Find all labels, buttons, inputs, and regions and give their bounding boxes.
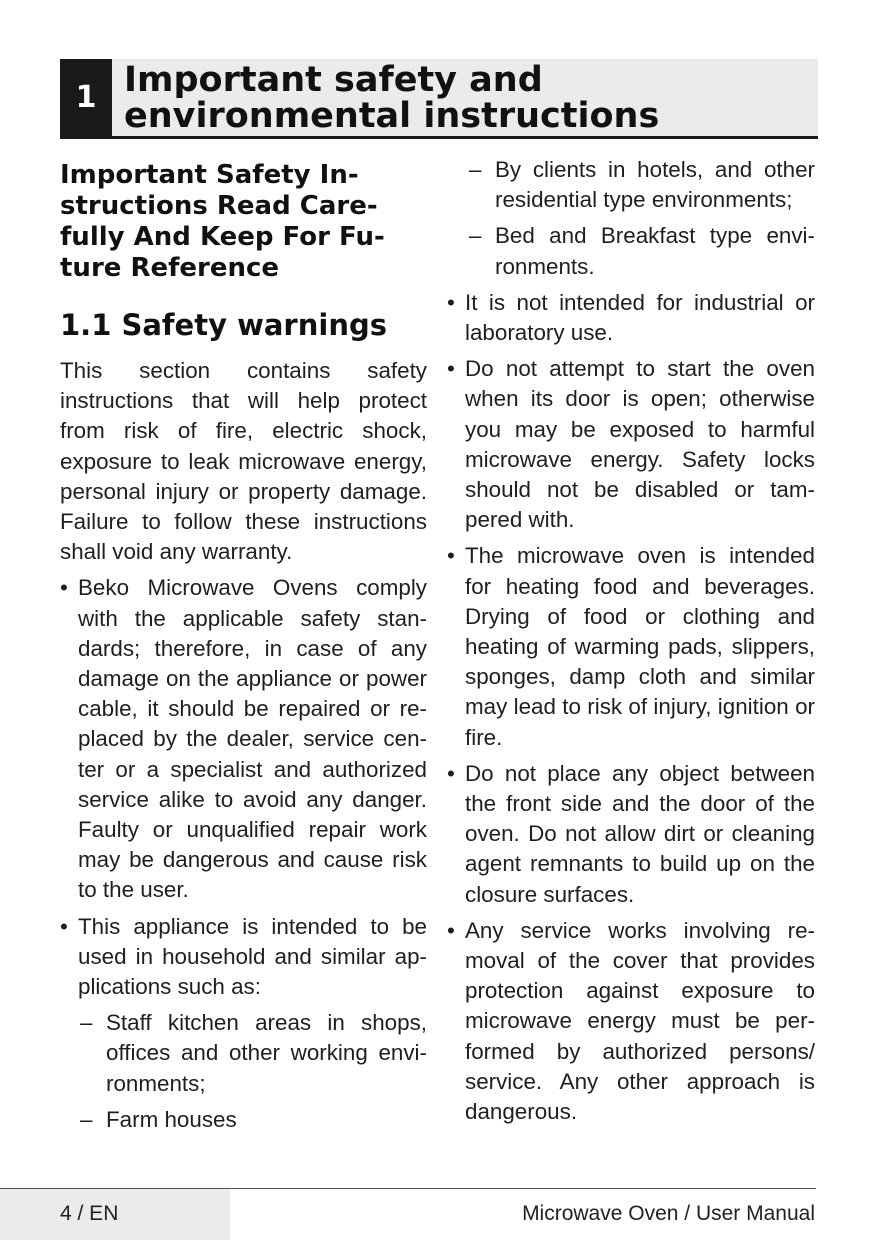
section-heading: 1.1 Safety warnings [60, 308, 387, 342]
chapter-title: Important safety and environmental instructions [124, 60, 660, 137]
sub-list-item: – By clients in hotels, and other residential type environments; [447, 155, 815, 215]
list-item: • Beko Microwave Ovens comply with the applicable safety standards; therefore, in case of any damage on the appliance or power cable, it should be repaired or replaced by the dealer, service center or a specialist and authorized service alike to avoid any danger. Faulty or unqualified repair work may be dangerous and cause risk to the user. [60, 573, 427, 905]
sub-list-item: – Farm houses [78, 1105, 427, 1135]
list-item: • The microwave oven is intended for heating food and beverages. Drying of food or clothing and heating of warming pads, slippers, sponges, damp cloth and similar may lead to risk of injury, ignition or fire. [447, 541, 815, 752]
important-instructions-heading: Important Safety Instructions Read Carefully And Keep For Future Reference [60, 160, 385, 283]
sub-list-item: – Bed and Breakfast type environments. [447, 221, 815, 281]
sub-list-item: – Staff kitchen areas in shops, offices and other working environments; [78, 1008, 427, 1099]
list-item: • Do not attempt to start the oven when its door is open; otherwise you may be exposed to harmful microwave energy. Safety locks should not be disabled or tampered with. [447, 354, 815, 535]
bullet-list [60, 573, 427, 1135]
chapter-number: 1 [60, 59, 112, 136]
intro-paragraph: This section contains safety instructions that will help protect from risk of fire, electric shock, exposure to leak microwave energy, personal injury or property damage. Failure to follow these instructions shall void any warranty. [60, 358, 427, 565]
sub-list-continued [447, 155, 815, 282]
bullet-list [447, 288, 815, 1127]
list-item: • Do not place any object between the front side and the door of the oven. Do not allow dirt or cleaning agent remnants to build up on the closure surfaces. [447, 759, 815, 910]
footer-divider [0, 1188, 816, 1189]
left-column [60, 155, 427, 1135]
list-item: • Any service works involving removal of the cover that provides protection against exposure to microwave energy must be performed by authorized persons/ service. Any other approach is dangerous. [447, 916, 815, 1127]
document-title: Microwave Oven / User Manual [522, 1202, 815, 1225]
page-number: 4 / EN [60, 1202, 119, 1225]
sub-list [78, 1008, 427, 1135]
right-column [447, 155, 815, 1127]
chapter-header [60, 59, 818, 139]
list-item-text: This appliance is intended to be used in household and similar applications such as: [78, 913, 427, 1000]
list-item [60, 912, 427, 1135]
list-item: • It is not intended for industrial or laboratory use. [447, 288, 815, 348]
